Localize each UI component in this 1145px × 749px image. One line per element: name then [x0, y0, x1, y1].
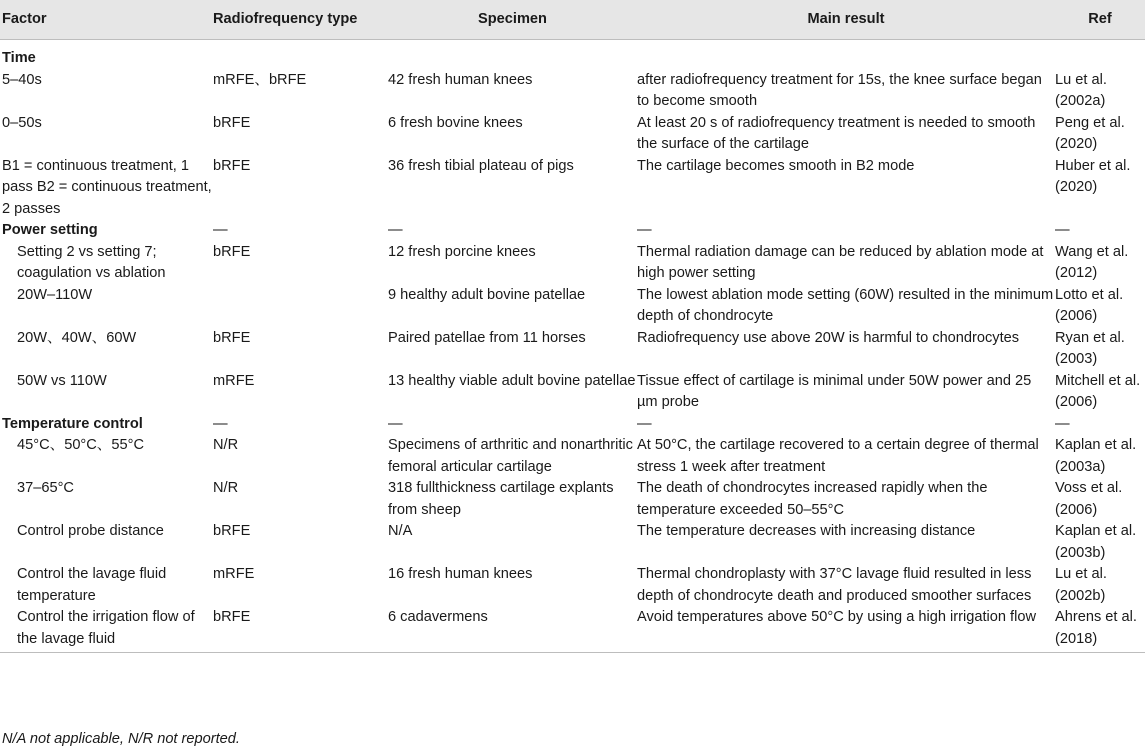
- table-row: [0, 285, 1145, 328]
- cell-main-result: Thermal chondroplasty with 37°C lavage fluid resulted in less depth of chondrocyte death and produced smoother surfaces: [637, 566, 1032, 604]
- cell-rf-type: bRFE: [213, 243, 251, 260]
- header-specimen: Specimen: [388, 0, 637, 40]
- cell-specimen: 6 cadavermens: [388, 607, 637, 653]
- table-row: [0, 113, 1145, 156]
- cell-rf-type: mRFE: [213, 566, 255, 582]
- cell-factor: Setting 2 vs setting 7; coagulation vs ablation: [17, 243, 166, 281]
- cell-rf-type: [213, 285, 388, 328]
- cell-specimen: 42 fresh human knees: [388, 71, 533, 88]
- section-title: Time: [2, 50, 36, 66]
- cell-specimen: 9 healthy adult bovine patellae: [388, 286, 586, 303]
- cell-main-result: —: [637, 415, 652, 432]
- cell-ref: Kaplan et al. (2003a): [1055, 437, 1137, 475]
- cell-specimen: —: [388, 222, 403, 238]
- table-row: [0, 70, 1145, 113]
- cell-rf-type: N/R: [213, 480, 239, 496]
- cell-ref: —: [1055, 415, 1070, 432]
- table-row: [0, 371, 1145, 414]
- cell-main-result: The temperature decreases with increasing distance: [637, 523, 976, 539]
- header-factor: Factor: [0, 0, 213, 40]
- cell-main-result: Avoid temperatures above 50°C by using a high irrigation flow: [637, 607, 1055, 653]
- cell-ref: Lotto et al. (2006): [1055, 286, 1124, 324]
- section-row-temperature-control: [0, 414, 1145, 436]
- cell-specimen: 6 fresh bovine knees: [388, 114, 523, 131]
- cell-rf-type: bRFE: [213, 523, 251, 539]
- cell-main-result: At 50°C, the cartilage recovered to a certain degree of thermal stress 1 week after treatment: [637, 437, 1039, 475]
- cell-rf-type: bRFE: [213, 157, 251, 174]
- cell-main-result: The death of chondrocytes increased rapidly when the temperature exceeded 50–55°C: [637, 480, 988, 518]
- cell-ref: Ahrens et al. (2018): [1055, 607, 1145, 653]
- cell-rf-type: mRFE、bRFE: [213, 71, 307, 88]
- cell-rf-type: bRFE: [213, 114, 251, 131]
- cell-factor: 50W vs 110W: [17, 372, 107, 389]
- section-title: Power setting: [2, 222, 98, 238]
- table-row: [0, 564, 1145, 607]
- cell-ref: Lu et al. (2002a): [1055, 71, 1107, 109]
- cell-specimen: Paired patellae from 11 horses: [388, 329, 586, 346]
- cell-factor: 5–40s: [2, 71, 42, 88]
- cell-main-result: The lowest ablation mode setting (60W) resulted in the minimum depth of chondrocyte: [637, 286, 1054, 324]
- cell-ref: Wang et al. (2012): [1055, 243, 1129, 281]
- cell-ref: Lu et al. (2002b): [1055, 566, 1107, 604]
- cell-factor: 20W、40W、60W: [17, 329, 137, 346]
- table-row: [0, 521, 1145, 564]
- cell-main-result: At least 20 s of radiofrequency treatment is needed to smooth the surface of the cartilage: [637, 114, 1036, 152]
- cell-factor: Control probe distance: [17, 523, 164, 539]
- cell-specimen: 12 fresh porcine knees: [388, 243, 536, 260]
- cell-ref: Voss et al. (2006): [1055, 480, 1123, 518]
- cell-ref: Peng et al. (2020): [1055, 114, 1125, 152]
- cell-rf-type: bRFE: [213, 329, 251, 346]
- cell-ref: Ryan et al. (2003): [1055, 329, 1125, 367]
- cell-ref: Huber et al. (2020): [1055, 157, 1131, 195]
- cell-specimen: 318 fullthickness cartilage explants from sheep: [388, 480, 614, 518]
- cell-main-result: Radiofrequency use above 20W is harmful to chondrocytes: [637, 329, 1020, 346]
- cell-specimen: 36 fresh tibial plateau of pigs: [388, 157, 574, 174]
- section-title: Temperature control: [2, 415, 143, 432]
- cell-ref: Kaplan et al. (2003b): [1055, 523, 1137, 561]
- cell-main-result: —: [637, 222, 652, 238]
- table-row: [0, 328, 1145, 371]
- section-row-time: [0, 40, 1145, 70]
- cell-factor: Control the irrigation flow of the lavage fluid: [0, 607, 213, 653]
- cell-specimen: —: [388, 415, 403, 432]
- cell-factor: Control the lavage fluid temperature: [17, 566, 167, 604]
- header-rf-type: Radiofrequency type: [213, 0, 388, 40]
- table-row: [0, 156, 1145, 221]
- table-footnote: N/A not applicable, N/R not reported.: [2, 731, 240, 747]
- section-row-power-setting: [0, 220, 1145, 242]
- cell-factor: B1 = continuous treatment, 1 pass B2 = continuous treatment, 2 passes: [2, 157, 212, 217]
- table-row: [0, 607, 1145, 653]
- cell-factor: 20W–110W: [17, 286, 93, 303]
- table-row: [0, 478, 1145, 521]
- cell-main-result: after radiofrequency treatment for 15s, the knee surface began to become smooth: [637, 71, 1042, 109]
- cell-main-result: Tissue effect of cartilage is minimal under 50W power and 25 µm probe: [637, 372, 1032, 410]
- cell-main-result: The cartilage becomes smooth in B2 mode: [637, 157, 915, 174]
- cell-specimen: 13 healthy viable adult bovine patellae: [388, 372, 636, 389]
- cell-rf-type: —: [213, 222, 228, 238]
- header-ref: Ref: [1055, 0, 1145, 40]
- cell-factor: 0–50s: [2, 114, 42, 131]
- cell-specimen: N/A: [388, 523, 413, 539]
- cell-rf-type: N/R: [213, 437, 239, 453]
- cell-ref: —: [1055, 222, 1070, 238]
- cell-rf-type: bRFE: [213, 607, 388, 653]
- cell-rf-type: mRFE: [213, 372, 255, 389]
- cell-factor: 45°C、50°C、55°C: [17, 437, 145, 453]
- cell-main-result: Thermal radiation damage can be reduced by ablation mode at high power setting: [637, 243, 1044, 281]
- cell-factor: 37–65°C: [17, 480, 74, 496]
- cell-rf-type: —: [213, 415, 228, 432]
- table-row: [0, 242, 1145, 285]
- table-row: [0, 435, 1145, 478]
- cell-ref: Mitchell et al. (2006): [1055, 372, 1141, 410]
- cell-specimen: 16 fresh human knees: [388, 566, 533, 582]
- cell-specimen: Specimens of arthritic and nonarthritic femoral articular cartilage: [388, 437, 633, 475]
- header-main-result: Main result: [637, 0, 1055, 40]
- header-row: [0, 0, 1145, 40]
